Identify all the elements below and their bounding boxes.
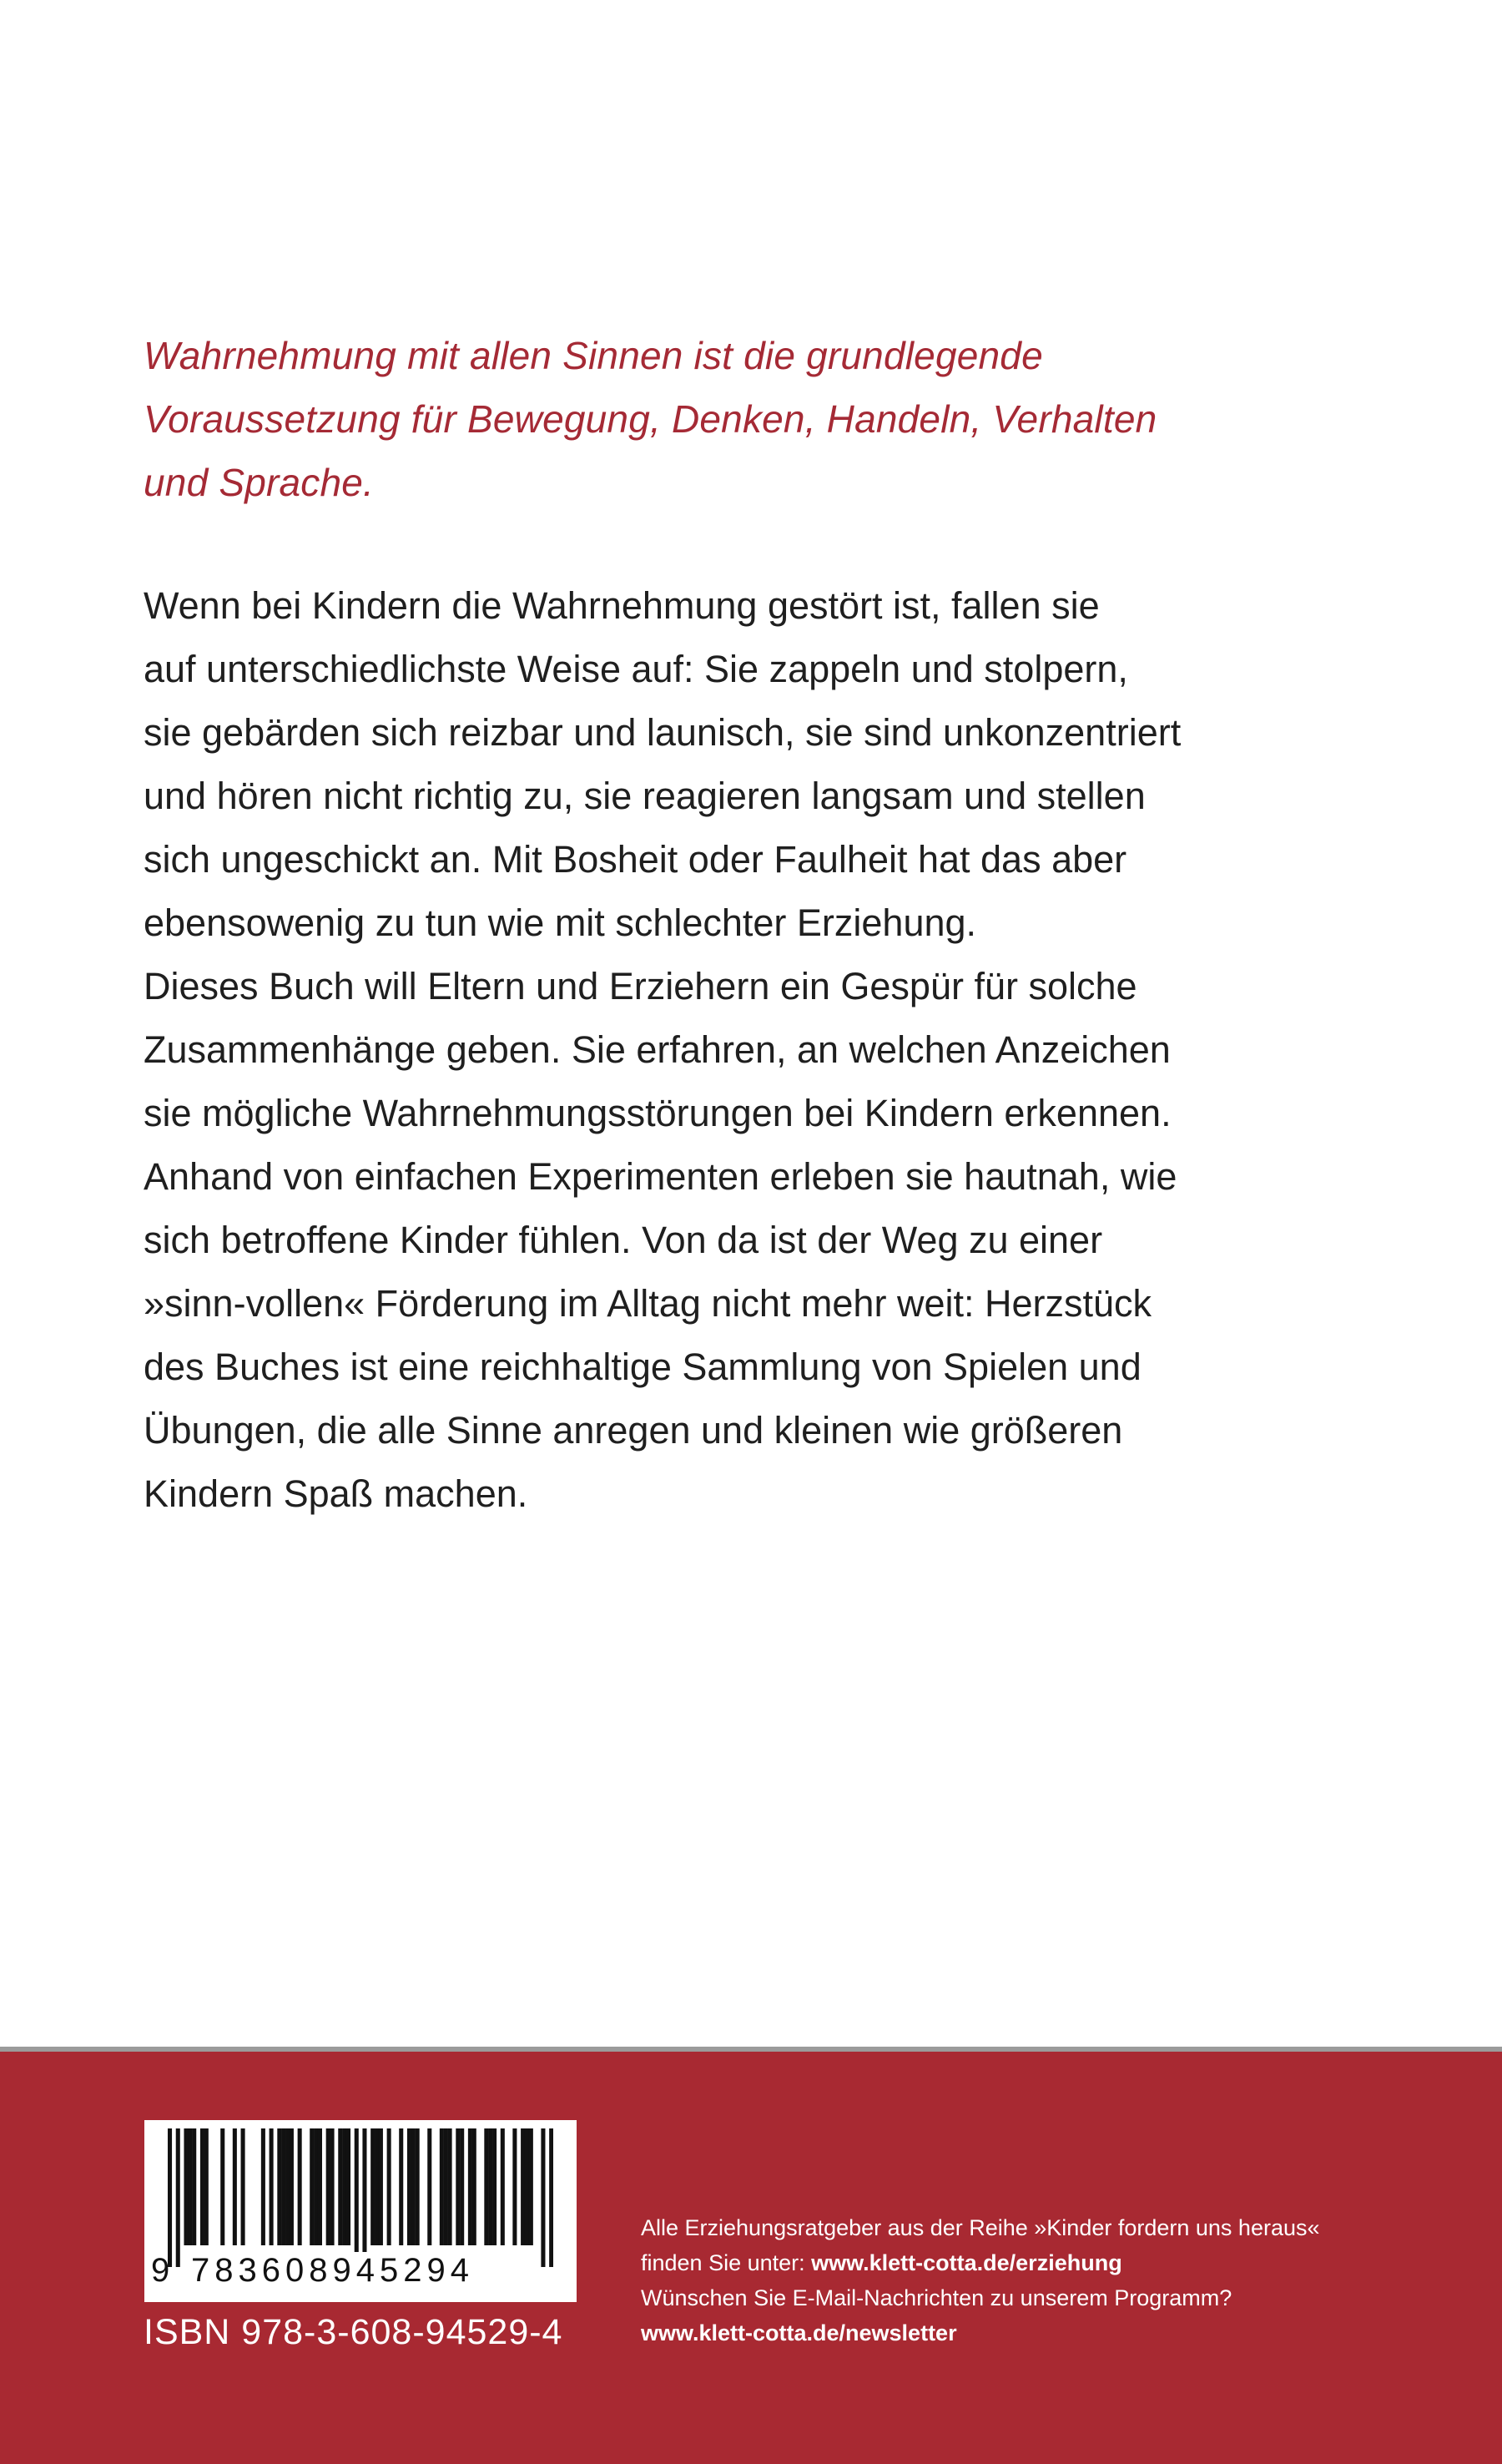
barcode-bar [290, 2128, 294, 2245]
barcode-bar [200, 2128, 204, 2245]
barcode-bar [375, 2128, 379, 2245]
barcode-bar [318, 2128, 322, 2245]
barcode-bar [456, 2128, 460, 2245]
blurb-line: ebensowenig zu tun wie mit schlechter Erziehung. [144, 901, 977, 944]
barcode-bar [184, 2128, 188, 2245]
barcode-bar [220, 2128, 224, 2245]
barcode-bar [387, 2128, 391, 2245]
blurb-line: sich ungeschickt an. Mit Bosheit oder Faulheit hat das aber [144, 838, 1127, 881]
barcode-bar [281, 2128, 285, 2245]
barcode-bar [233, 2128, 237, 2245]
barcode-bar [168, 2128, 172, 2267]
barcode-bar [492, 2128, 496, 2245]
barcode-bar [411, 2128, 416, 2245]
publisher-info [641, 2210, 1392, 2350]
barcode-bar [484, 2128, 488, 2245]
barcode-bar [529, 2128, 533, 2245]
barcode-bar [501, 2128, 505, 2245]
barcode-bar [310, 2128, 314, 2245]
tagline-line: und Sprache. [144, 461, 375, 504]
newsletter-question: Wünschen Sie E-Mail-Nachrichten zu unserem Programm? [641, 2285, 1232, 2310]
series-link-line [641, 2245, 1392, 2280]
barcode-digits [144, 2250, 577, 2297]
blurb-line: Dieses Buch will Eltern und Erziehern ein Gespür für solche [144, 965, 1137, 1007]
blurb-line: Kindern Spaß machen. [144, 1472, 528, 1515]
barcode-bar [241, 2128, 245, 2245]
barcode-bar [261, 2128, 265, 2245]
barcode-bar [370, 2128, 375, 2245]
barcode-bar [338, 2128, 342, 2245]
barcode-bar [204, 2128, 209, 2245]
newsletter-link-line [641, 2315, 1392, 2350]
blurb-line: sie gebärden sich reizbar und launisch, sie sind unkonzentriert [144, 711, 1182, 754]
barcode-digit-group: 783608945294 [186, 2252, 479, 2290]
barcode-bar [525, 2128, 529, 2245]
blurb-line: sie mögliche Wahrnehmungsstörungen bei Kindern erkennen. [144, 1092, 1172, 1134]
blurb-line: auf unterschiedlichste Weise auf: Sie zappeln und stolpern, [144, 648, 1128, 690]
barcode-bar [176, 2128, 180, 2267]
barcode-bar [270, 2128, 274, 2245]
barcode-bar [407, 2128, 411, 2245]
barcode-bar [346, 2128, 350, 2245]
tagline-line: Wahrnehmung mit allen Sinnen ist die grundlegende [144, 334, 1043, 377]
blurb-line: sich betroffene Kinder fühlen. Von da ist der Weg zu einer [144, 1219, 1103, 1261]
blurb-line: Übungen, die alle Sinne anregen und kleinen wie größeren [144, 1409, 1123, 1452]
blurb-line: »sinn-vollen« Förderung im Alltag nicht mehr weit: Herzstück [144, 1282, 1152, 1325]
blurb-line: und hören nicht richtig zu, sie reagieren langsam und stellen [144, 775, 1146, 817]
blurb-line: des Buches ist eine reichhaltige Sammlung von Spielen und [144, 1346, 1142, 1388]
isbn-number: ISBN 978-3-608-94529-4 [144, 2312, 563, 2352]
barcode-first-digit: 9 [151, 2252, 170, 2289]
barcode-bar [342, 2128, 346, 2245]
barcode-bar [440, 2128, 444, 2245]
barcode-bar [379, 2128, 383, 2245]
barcode-bars [168, 2128, 553, 2270]
barcode-bar [468, 2128, 472, 2245]
barcode-bar [521, 2128, 525, 2245]
blurb-line: Anhand von einfachen Experimenten erleben sie hautnah, wie [144, 1155, 1177, 1198]
erziehung-link[interactable]: www.klett-cotta.de/erziehung [811, 2250, 1122, 2275]
barcode-bar [362, 2128, 366, 2267]
barcode-bar [448, 2128, 452, 2245]
barcode-bar [427, 2128, 431, 2245]
barcode-bar [355, 2128, 359, 2267]
barcode-bar [416, 2128, 420, 2245]
barcode-bar [330, 2128, 335, 2245]
tagline [144, 324, 1395, 514]
barcode-bar [541, 2128, 545, 2267]
blurb-line: Wenn bei Kindern die Wahrnehmung gestört ist, fallen sie [144, 584, 1100, 627]
barcode-bar [192, 2128, 196, 2245]
series-note: Alle Erziehungsratgeber aus der Reihe »Kinder fordern uns heraus« [641, 2215, 1320, 2240]
barcode [144, 2120, 577, 2302]
barcode-bar [488, 2128, 492, 2245]
barcode-bar [298, 2128, 302, 2245]
barcode-bar [285, 2128, 290, 2245]
barcode-bar [314, 2128, 318, 2245]
barcode-bar [277, 2128, 281, 2245]
blurb-line: Zusammenhänge geben. Sie erfahren, an welchen Anzeichen [144, 1028, 1171, 1071]
newsletter-link[interactable]: www.klett-cotta.de/newsletter [641, 2320, 957, 2345]
barcode-bar [472, 2128, 476, 2245]
barcode-bar [460, 2128, 464, 2245]
barcode-bar [444, 2128, 448, 2245]
barcode-bar [399, 2128, 403, 2245]
barcode-bar [326, 2128, 330, 2245]
barcode-bar [512, 2128, 517, 2245]
series-link-prefix: finden Sie unter: [641, 2250, 812, 2275]
barcode-bar [549, 2128, 553, 2267]
blurb-paragraph [144, 574, 1412, 1526]
tagline-line: Voraussetzung für Bewegung, Denken, Handeln, Verhalten [144, 397, 1157, 441]
barcode-bar [188, 2128, 192, 2245]
